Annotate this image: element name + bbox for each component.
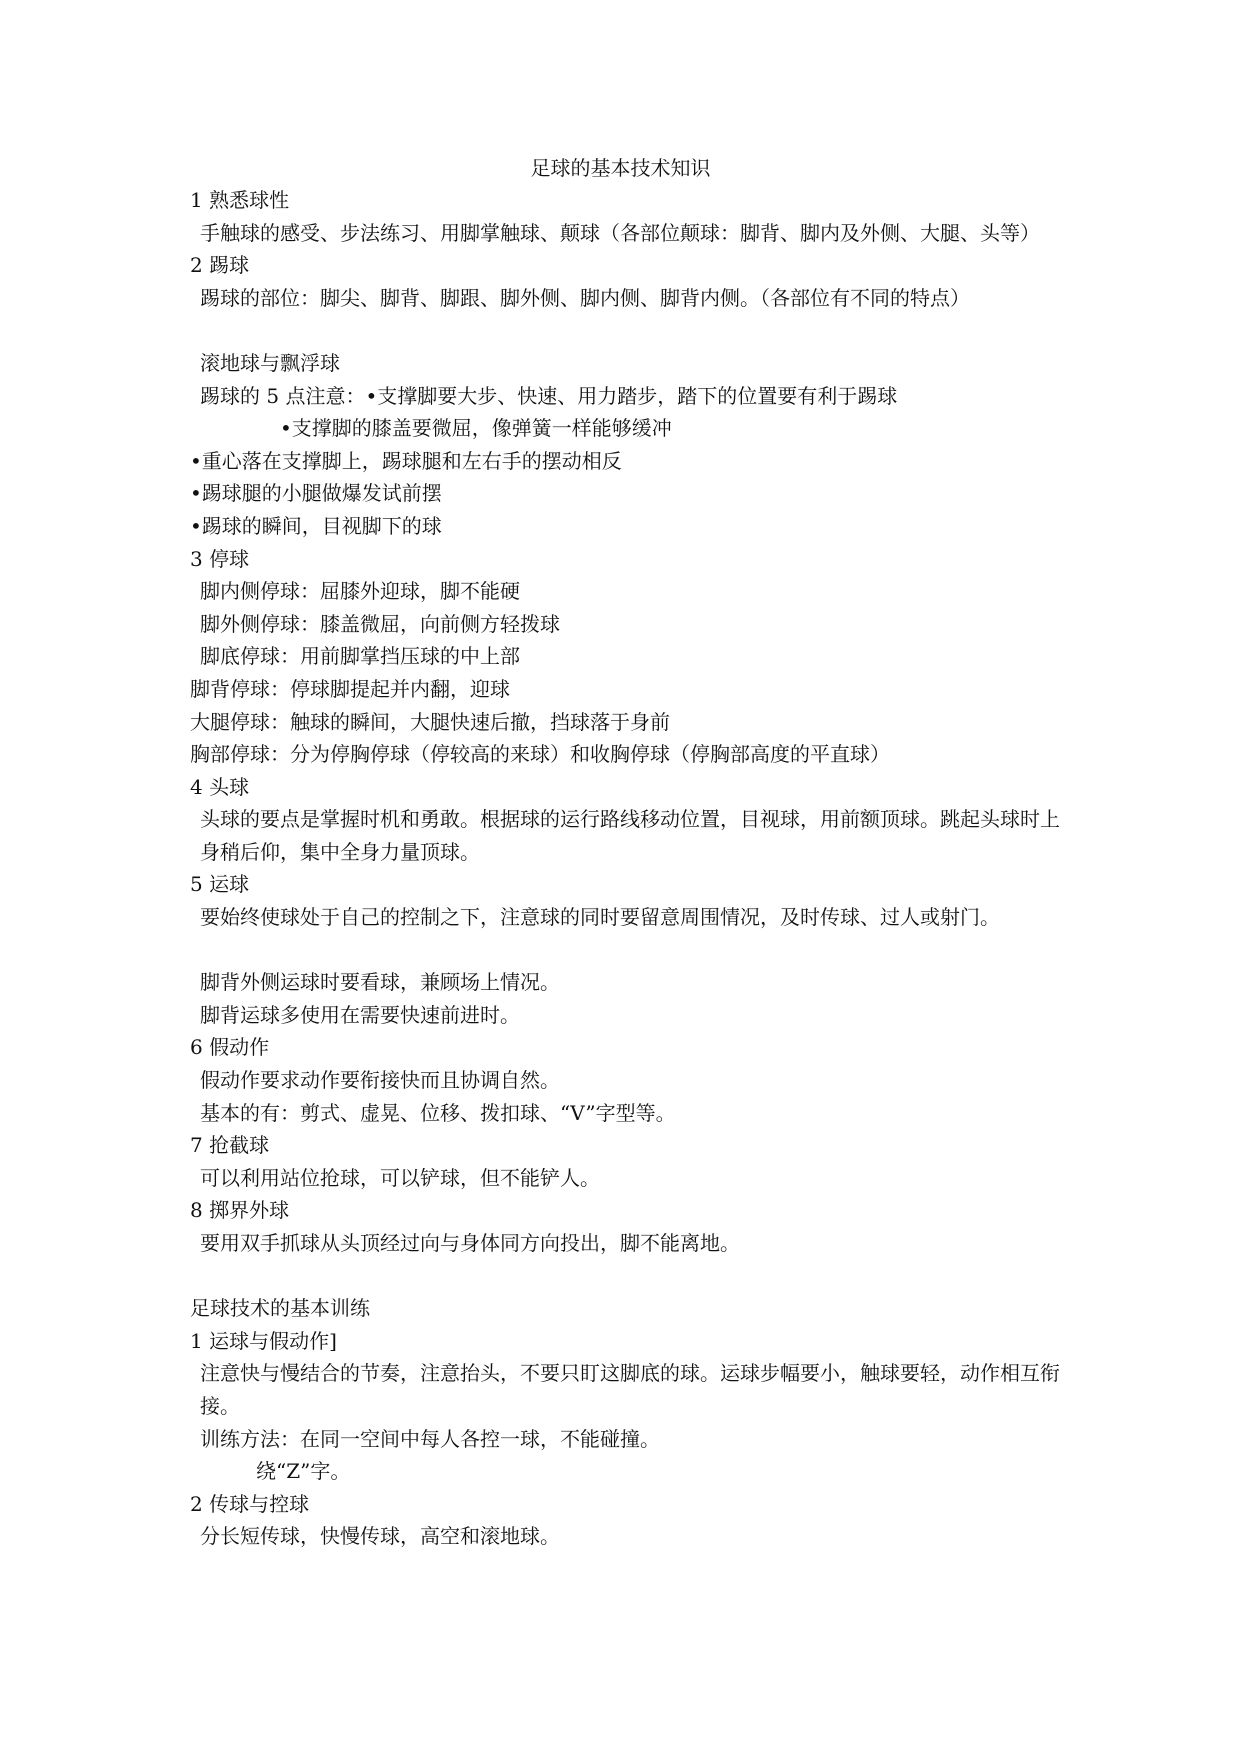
paragraph: 脚外侧停球：膝盖微屈，向前侧方轻拨球	[200, 611, 560, 636]
section-heading: 8 掷界外球	[190, 1198, 290, 1223]
paragraph: 踢球的部位：脚尖、脚背、脚跟、脚外侧、脚内侧、脚背内侧。（各部位有不同的特点）	[200, 285, 970, 310]
paragraph: 分长短传球，快慢传球，高空和滚地球。	[200, 1524, 560, 1549]
paragraph: 脚背运球多使用在需要快速前进时。	[200, 1002, 520, 1027]
paragraph: 要用双手抓球从头顶经过向与身体同方向投出，脚不能离地。	[200, 1231, 740, 1255]
paragraph: 假动作要求动作要衔接快而且协调自然。	[200, 1068, 560, 1093]
paragraph: 可以利用站位抢球，可以铲球，但不能铲人。	[200, 1165, 600, 1190]
section-heading: 3 停球	[190, 546, 250, 571]
blank-line	[190, 1260, 1070, 1293]
paragraph: 大腿停球：触球的瞬间，大腿快速后撤，挡球落于身前	[190, 709, 670, 734]
section-heading: 7 抢截球	[190, 1133, 270, 1158]
paragraph: 脚底停球：用前脚掌挡压球的中上部	[200, 644, 520, 669]
section-heading: 2 传球与控球	[190, 1491, 310, 1516]
paragraph: 要始终使球处于自己的控制之下，注意球的同时要留意周围情况，及时传球、过人或射门。	[200, 905, 1000, 930]
paragraph: 手触球的感受、步法练习、用脚掌触球、颠球（各部位颠球：脚背、脚内及外侧、大腿、头等）	[200, 220, 1040, 245]
bullet-item: •踢球的瞬间，目视脚下的球	[190, 513, 442, 538]
section-heading: 4 头球	[190, 774, 250, 799]
blank-line	[190, 934, 1070, 967]
section-heading: 6 假动作	[190, 1035, 270, 1060]
bullet-item: •支撑脚的膝盖要微屈，像弹簧一样能够缓冲	[280, 416, 672, 441]
section-heading: 5 运球	[190, 872, 250, 897]
paragraph: 脚背外侧运球时要看球，兼顾场上情况。	[200, 970, 560, 995]
section-heading: 1 熟悉球性	[190, 188, 290, 212]
subtitle-heading: 足球技术的基本训练	[190, 1296, 370, 1321]
paragraph: 基本的有：剪式、虚晃、位移、拨扣球、“V”字型等。	[200, 1100, 676, 1125]
paragraph: 胸部停球：分为停胸停球（停较高的来球）和收胸停球（停胸部高度的平直球）	[190, 742, 890, 767]
paragraph: 头球的要点是掌握时机和勇敢。根据球的运行路线移动位置，目视球，用前额顶球。跳起头球时上身稍后仰，集中全身力量顶球。	[200, 807, 1060, 864]
paragraph: 滚地球与飘浮球	[200, 350, 340, 375]
paragraph: 注意快与慢结合的节奏，注意抬头，不要只盯这脚底的球。运球步幅要小，触球要轻，动作相互衔接。	[200, 1361, 1060, 1418]
document-title: 足球的基本技术知识	[530, 156, 711, 180]
paragraph: 绕“Z”字。	[256, 1459, 351, 1484]
blank-line	[190, 314, 1070, 347]
bullet-item: •踢球腿的小腿做爆发试前摆	[190, 481, 442, 506]
bullet-item: •重心落在支撑脚上，踢球腿和左右手的摆动相反	[190, 448, 622, 473]
paragraph: 脚内侧停球：屈膝外迎球，脚不能硬	[200, 579, 520, 604]
paragraph: 脚背停球：停球脚提起并内翻，迎球	[190, 676, 510, 701]
document-body	[190, 184, 1070, 1553]
paragraph: 踢球的 5 点注意：•支撑脚要大步、快速、用力踏步，踏下的位置要有利于踢球	[200, 383, 898, 408]
section-heading: 2 踢球	[190, 253, 250, 278]
section-heading: 1 运球与假动作]	[190, 1328, 337, 1353]
paragraph: 训练方法：在同一空间中每人各控一球，不能碰撞。	[200, 1426, 660, 1451]
